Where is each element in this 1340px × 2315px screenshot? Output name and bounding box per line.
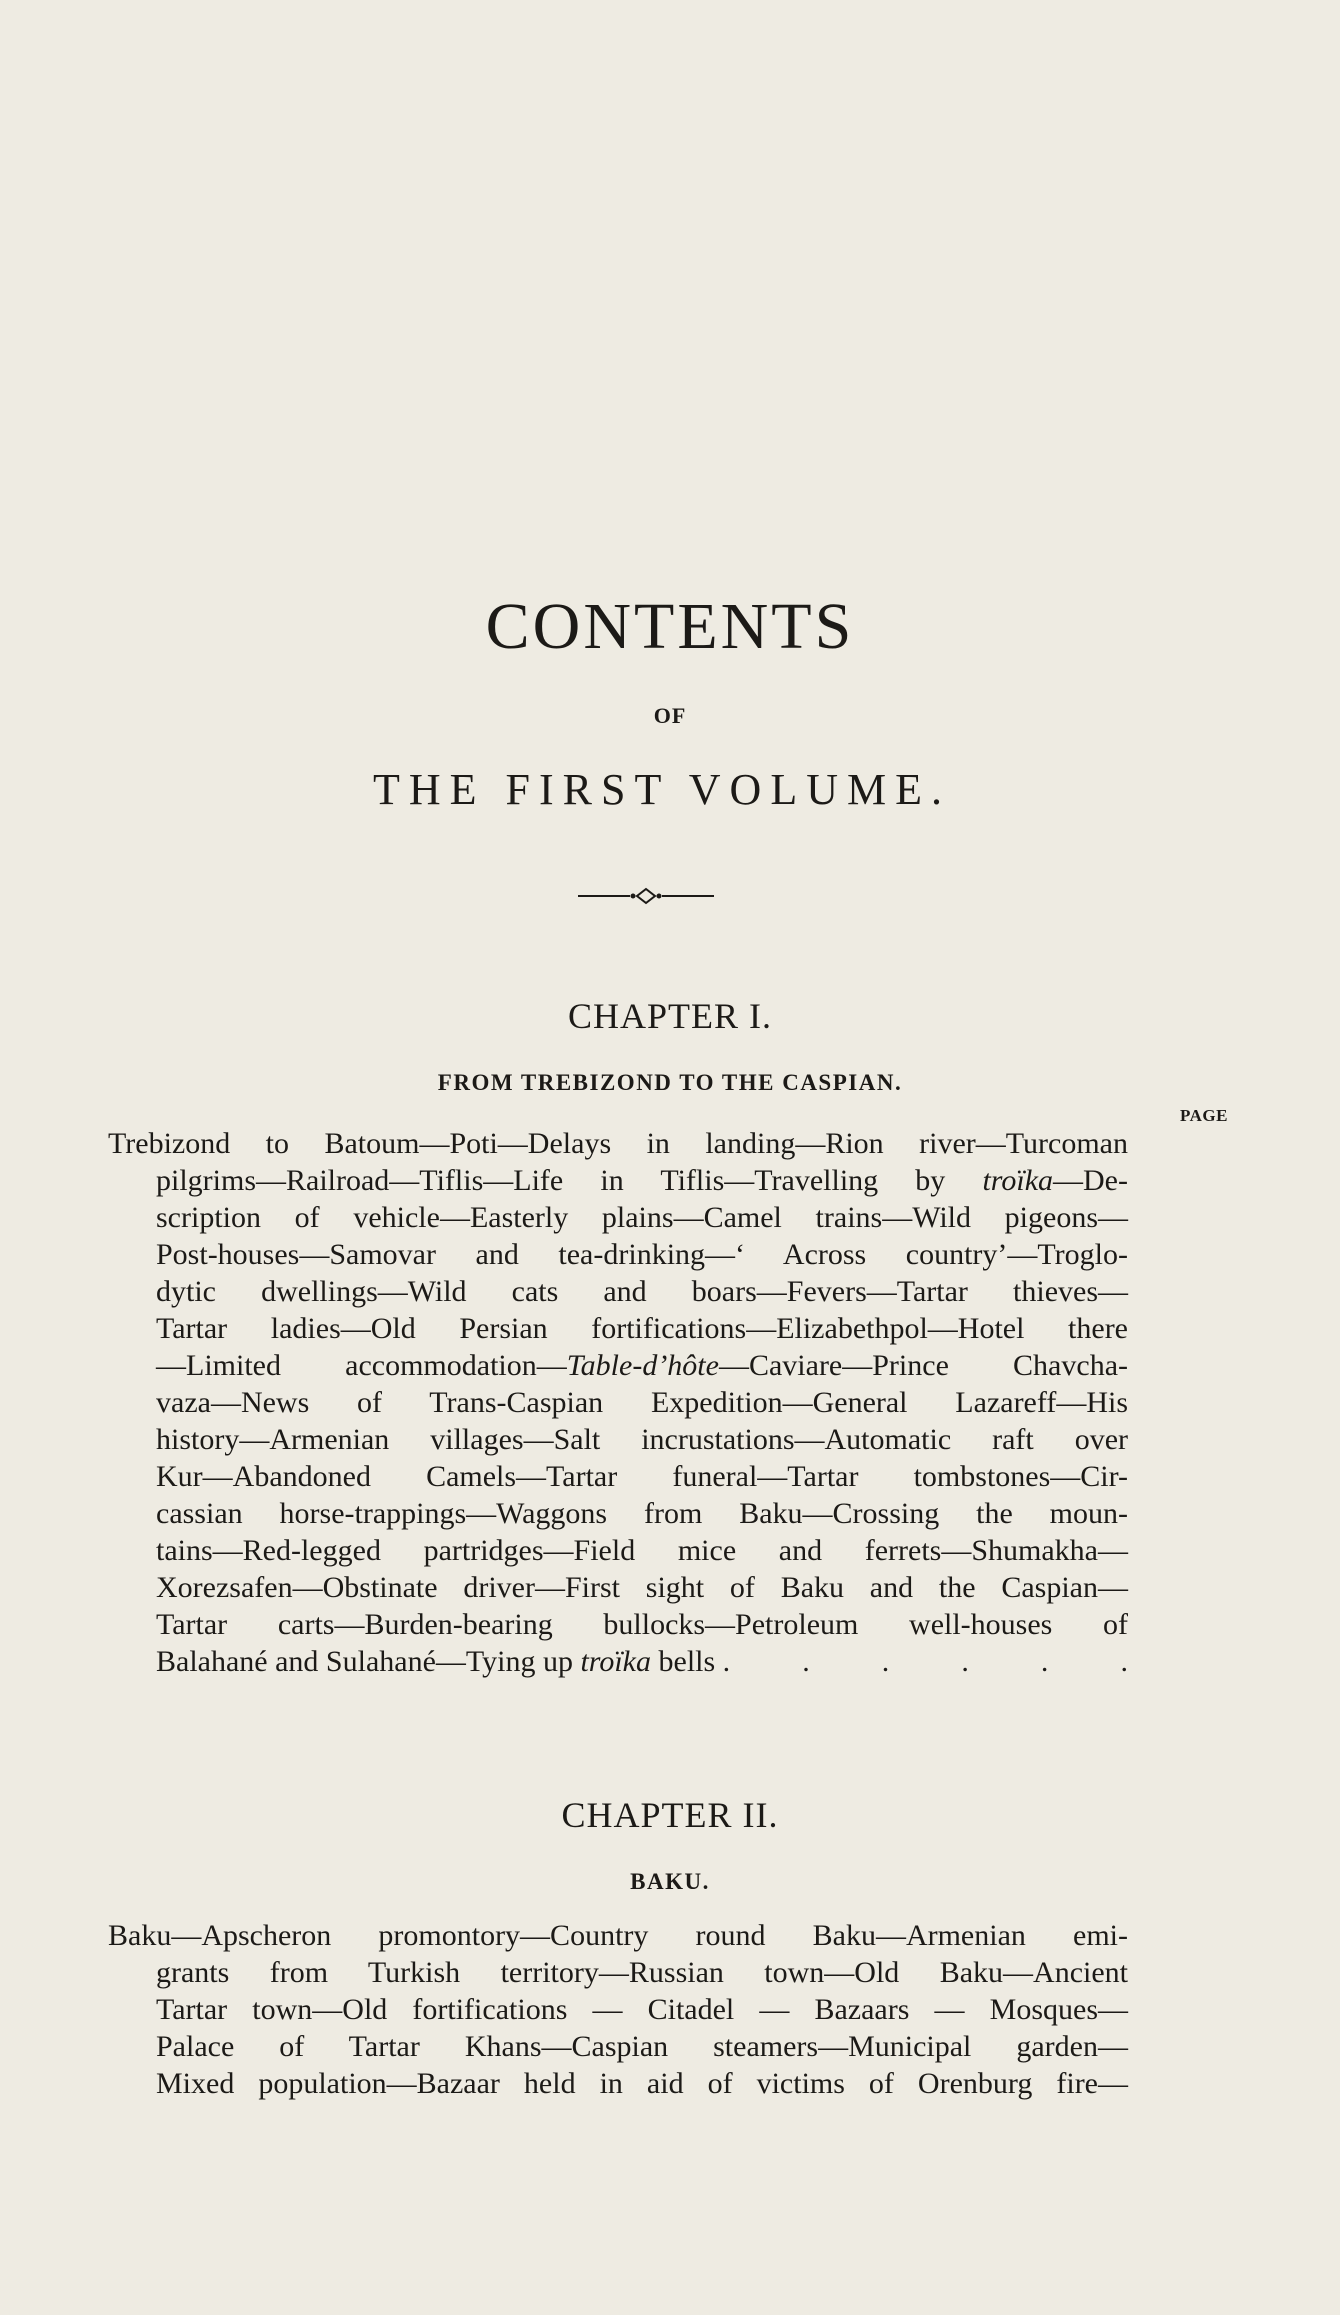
page-column-label: PAGE — [1180, 1106, 1228, 1125]
summary-line: Tartar town—Old fortifications — Citadel — Bazaars — Mosques— — [156, 1993, 1128, 2026]
summary-line: tains—Red-legged partridges—Field mice and ferrets—Shumakha— — [156, 1534, 1128, 1567]
summary-line: Xorezsafen—Obstinate driver—First sight of Baku and the Caspian— — [156, 1571, 1128, 1604]
contents-title: CONTENTS — [485, 590, 855, 663]
summary-line: vaza—News of Trans-Caspian Expedition—General Lazareff—His — [156, 1386, 1128, 1419]
summary-line: grants from Turkish territory—Russian town—Old Baku—Ancient — [156, 1956, 1128, 1989]
leader-dot: . — [802, 1645, 810, 1678]
chapter-1-subtitle: FROM TREBIZOND TO THE CASPIAN. — [437, 1070, 903, 1095]
summary-line: —Limited accommodation—Table-d’hôte—Caviare—Prince Chavcha- — [156, 1349, 1128, 1382]
chapter-2-heading: CHAPTER II. — [561, 1795, 779, 1835]
summary-line-last: Balahané and Sulahané—Tying up troïka bells . . . . . . — [156, 1645, 1128, 1678]
summary-line: Tartar carts—Burden-bearing bullocks—Petroleum well-houses of — [156, 1608, 1128, 1641]
chapter-2-summary — [108, 1917, 1128, 2102]
ornament-divider — [576, 884, 716, 908]
leader-dot: . — [881, 1645, 890, 1678]
summary-line: pilgrims—Railroad—Tiflis—Life in Tiflis—Travelling by troïka—De- — [156, 1164, 1128, 1197]
summary-line: Post-houses—Samovar and tea-drinking—‘ Across country’—Troglo- — [156, 1238, 1128, 1271]
leader-dot: . — [1040, 1645, 1049, 1678]
summary-line: history—Armenian villages—Salt incrustations—Automatic raft over — [156, 1423, 1128, 1456]
leader-dot: . — [722, 1645, 731, 1678]
volume-title: THE FIRST VOLUME. — [373, 765, 951, 814]
summary-line: dytic dwellings—Wild cats and boars—Fevers—Tartar thieves— — [156, 1275, 1128, 1308]
summary-line: scription of vehicle—Easterly plains—Camel trains—Wild pigeons— — [156, 1201, 1128, 1234]
leader-dot: . — [961, 1645, 969, 1678]
leader-dot: . — [1120, 1645, 1128, 1678]
summary-line: Palace of Tartar Khans—Caspian steamers—Municipal garden— — [156, 2030, 1128, 2063]
summary-line: Mixed population—Bazaar held in aid of victims of Orenburg fire— — [156, 2067, 1128, 2100]
chapter-1-summary — [108, 1125, 1128, 1680]
summary-line: Baku—Apscheron promontory—Country round Baku—Armenian emi- — [108, 1919, 1128, 1952]
summary-line: Tartar ladies—Old Persian fortifications—Elizabethpol—Hotel there — [156, 1312, 1128, 1345]
chapter-2-subtitle: BAKU. — [630, 1869, 710, 1894]
contents-of: OF — [653, 703, 687, 728]
summary-line: Trebizond to Batoum—Poti—Delays in landing—Rion river—Turcoman — [108, 1127, 1128, 1160]
chapter-1-heading: CHAPTER I. — [567, 996, 772, 1036]
summary-line: Kur—Abandoned Camels—Tartar funeral—Tartar tombstones—Cir- — [156, 1460, 1128, 1493]
summary-line: cassian horse-trappings—Waggons from Baku—Crossing the moun- — [156, 1497, 1128, 1530]
